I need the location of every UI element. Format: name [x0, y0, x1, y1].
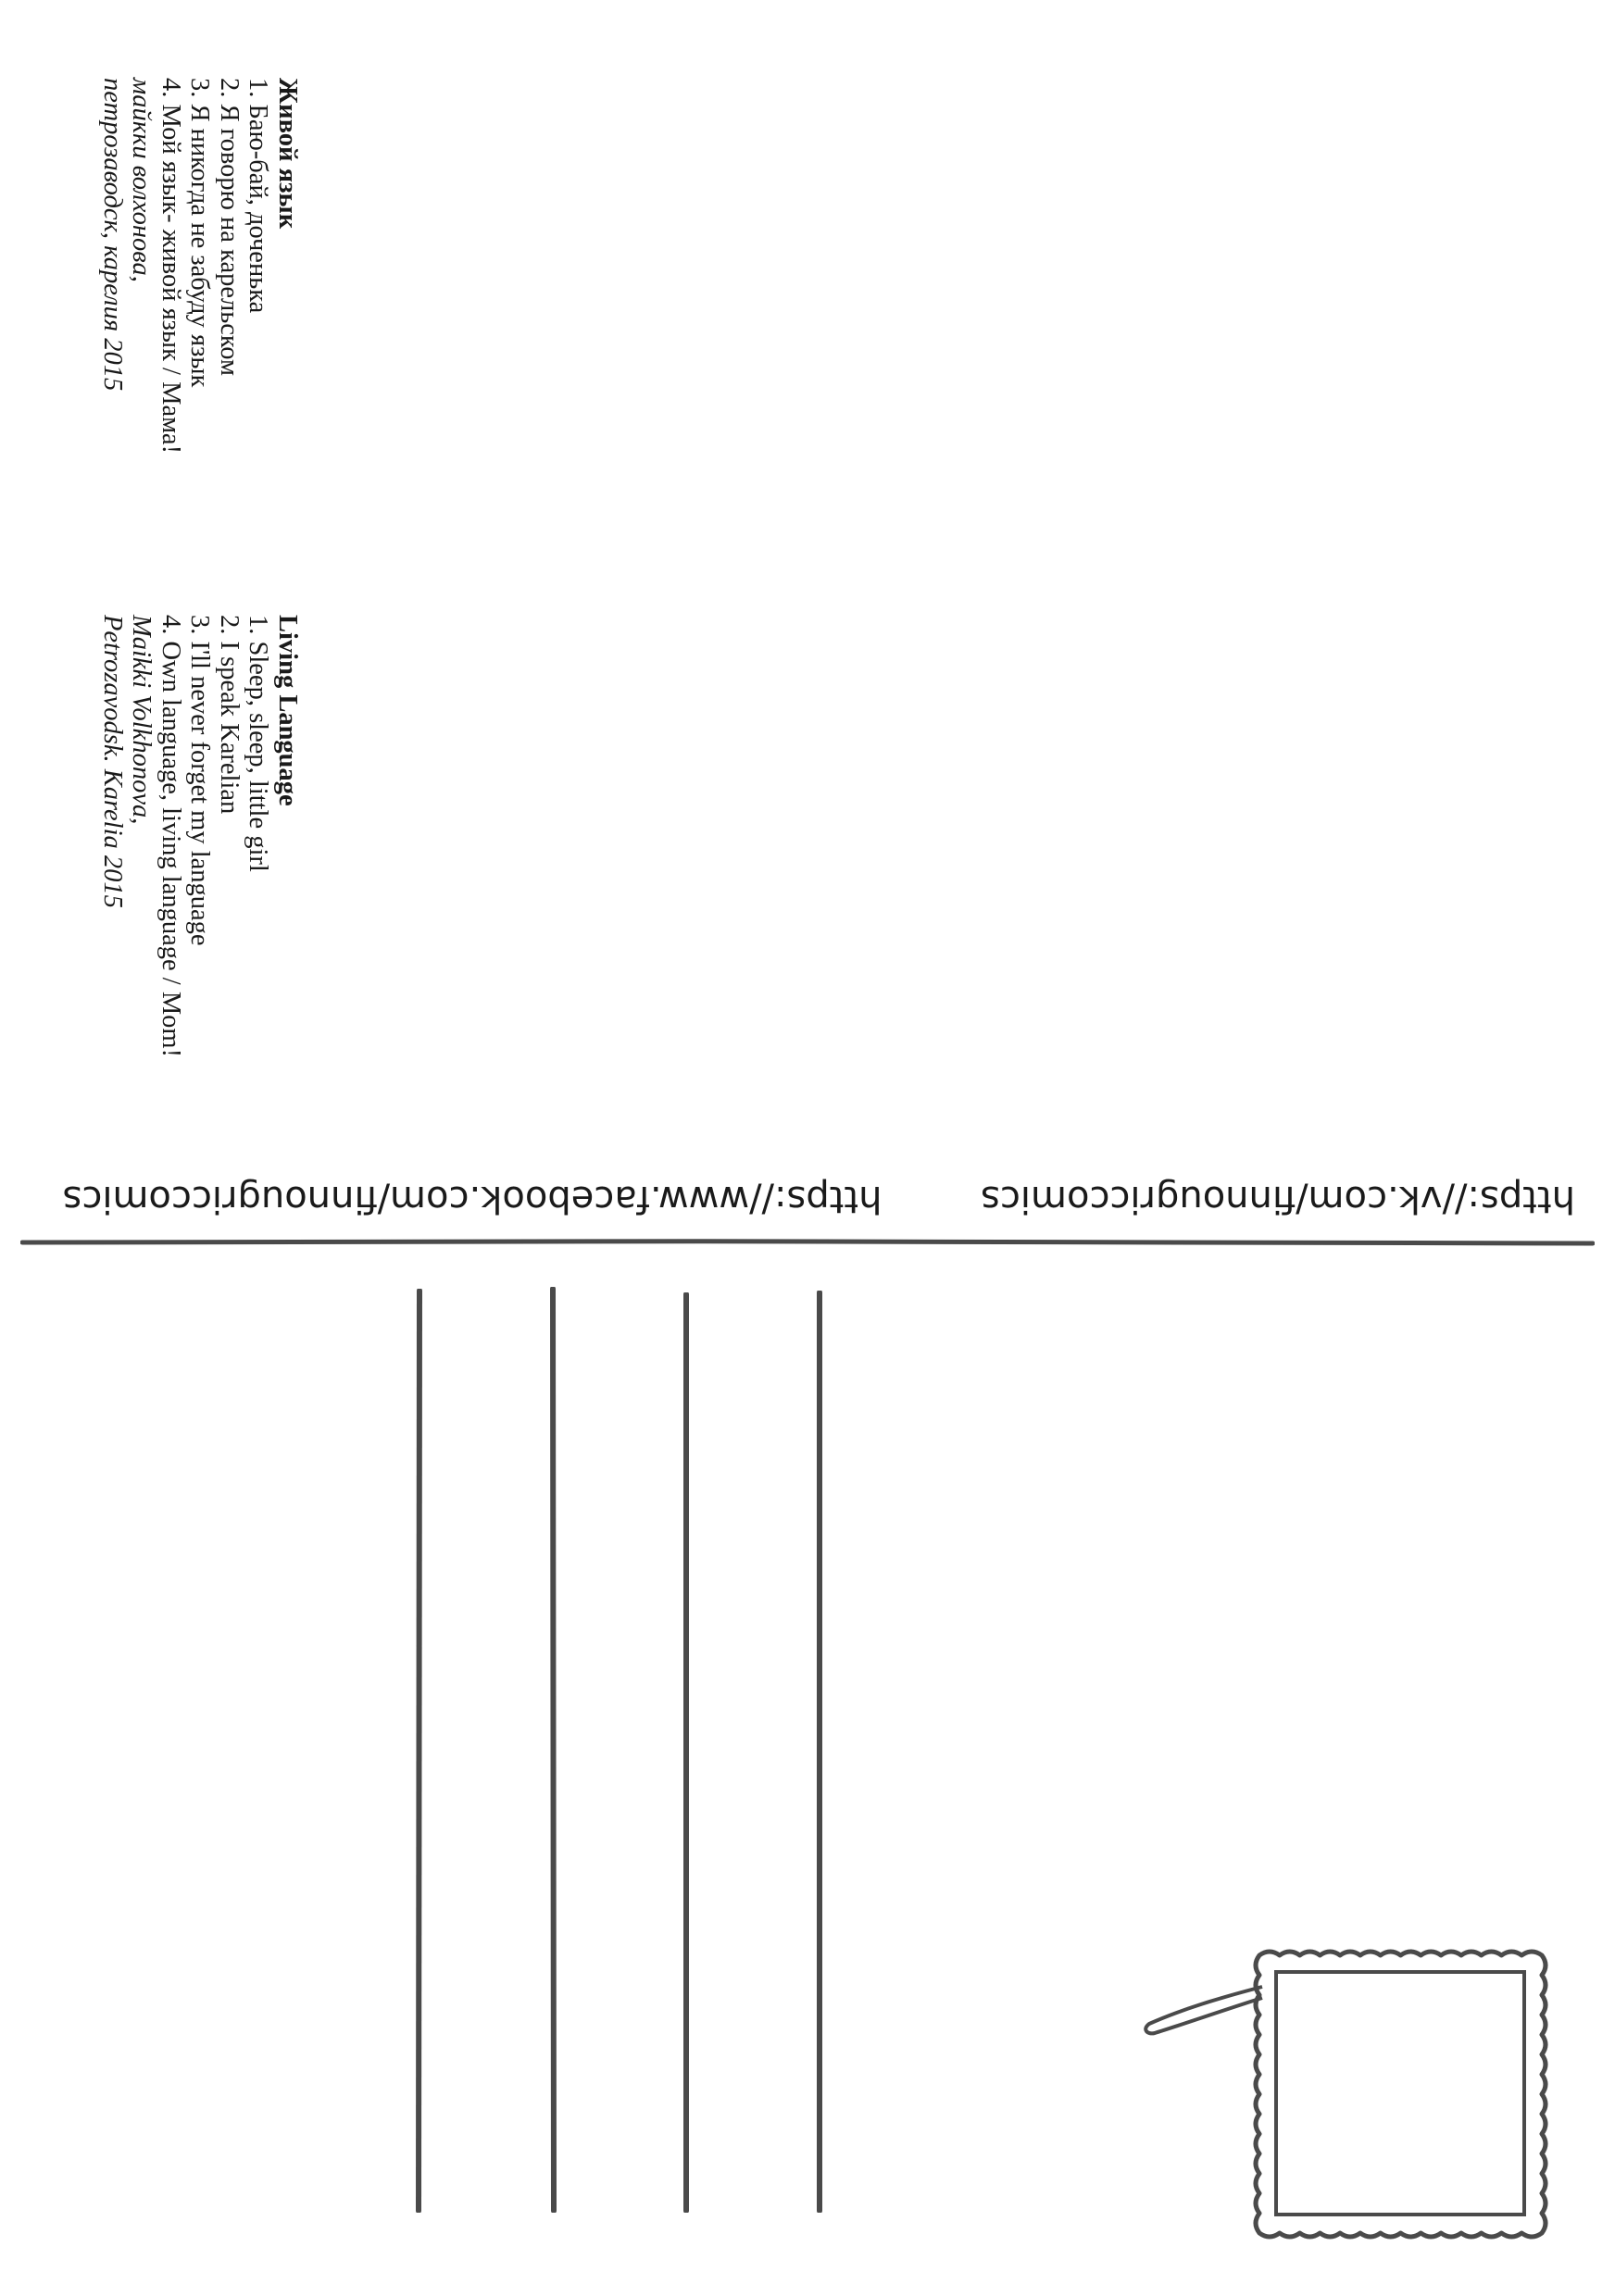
- address-line: [415, 1289, 424, 2213]
- english-text-block: [98, 615, 303, 1057]
- english-title: Living Language: [273, 615, 302, 806]
- russian-line: 1. Баю-бай, доченька: [244, 78, 273, 314]
- postage-stamp-icon: [1134, 1944, 1570, 2250]
- english-line: 4. Own language, living language / Mom!: [156, 615, 185, 1058]
- russian-credit-author: майкки волхонова,: [127, 78, 156, 282]
- facebook-link[interactable]: https://www.facebook.com/finnougriccomics: [62, 1178, 883, 1220]
- russian-text-block: [98, 78, 303, 454]
- english-credit-place: Petrozavodsk. Karelia 2015: [98, 615, 127, 908]
- russian-line: 4. Мой язык- живой язык / Мама!: [156, 78, 185, 455]
- vk-link[interactable]: https://vk.com/finnougriccomics: [981, 1178, 1575, 1220]
- russian-credit-place: петрозаводск, карелия 2015: [98, 78, 127, 392]
- russian-title: Живой язык: [273, 78, 302, 230]
- english-credit-author: Maikki Volkhonova,: [127, 615, 156, 825]
- english-line: 1. Sleep, sleep, little girl: [244, 615, 273, 872]
- postcard-divider: [20, 1239, 1595, 1246]
- english-line: 3. I'll never forget my language: [185, 615, 215, 946]
- address-line: [548, 1287, 557, 2213]
- address-line: [682, 1292, 691, 2213]
- address-line: [815, 1291, 824, 2213]
- russian-line: 3. Я никогда не забуду язык: [185, 78, 215, 388]
- russian-line: 2. Я говорю на карельском: [215, 78, 244, 377]
- english-line: 2. I speak Karelian: [215, 615, 244, 815]
